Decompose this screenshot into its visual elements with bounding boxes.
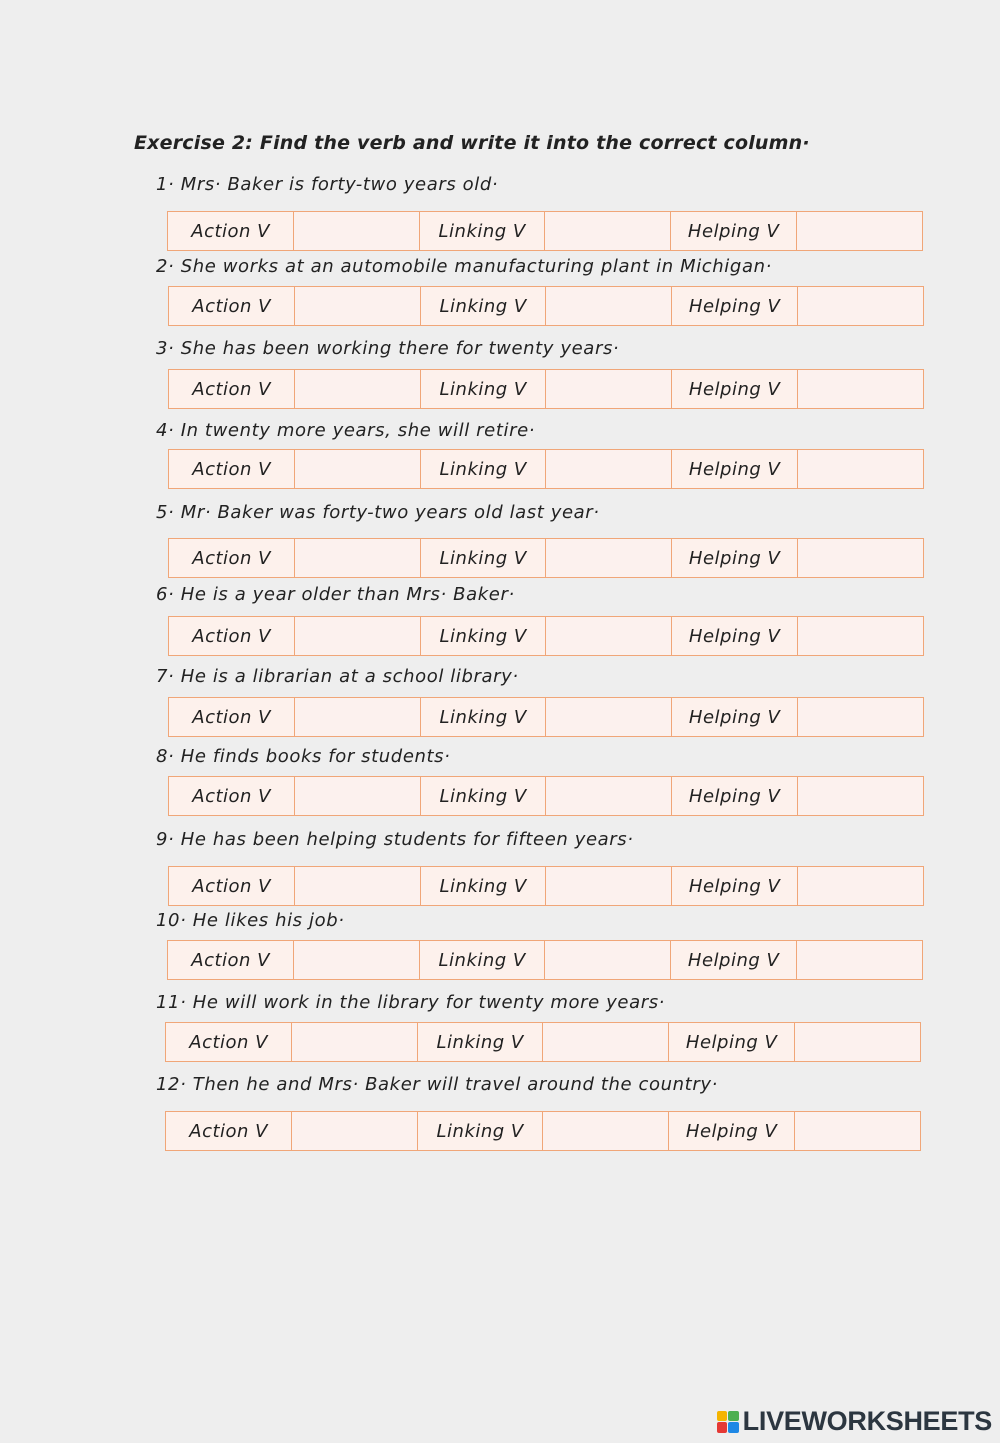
linking-verb-input-10[interactable] xyxy=(544,940,671,980)
answer-row-2 xyxy=(168,286,924,326)
sentence-10: 10· He likes his job· xyxy=(156,910,345,931)
sentence-9: 9· He has been helping students for fifteen years· xyxy=(156,829,634,850)
logo-square-blue xyxy=(728,1422,739,1433)
action-verb-label: Action V xyxy=(168,776,295,816)
linking-verb-label: Linking V xyxy=(420,449,547,489)
action-verb-label: Action V xyxy=(167,940,294,980)
action-verb-label: Action V xyxy=(165,1022,292,1062)
sentence-6: 6· He is a year older than Mrs· Baker· xyxy=(156,584,515,605)
answer-row-7 xyxy=(168,697,924,737)
action-verb-label: Action V xyxy=(168,369,295,409)
liveworksheets-logo xyxy=(717,1406,992,1437)
logo-square-yellow xyxy=(717,1411,728,1422)
action-verb-input-2[interactable] xyxy=(294,286,421,326)
linking-verb-label: Linking V xyxy=(420,616,547,656)
helping-verb-label: Helping V xyxy=(671,369,798,409)
sentence-2: 2· She works at an automobile manufacturing plant in Michigan· xyxy=(156,256,772,277)
answer-row-5 xyxy=(168,538,924,578)
action-verb-label: Action V xyxy=(168,616,295,656)
helping-verb-input-1[interactable] xyxy=(796,211,923,251)
linking-verb-label: Linking V xyxy=(419,940,546,980)
answer-row-4 xyxy=(168,449,924,489)
linking-verb-label: Linking V xyxy=(417,1022,544,1062)
action-verb-label: Action V xyxy=(165,1111,292,1151)
sentence-1: 1· Mrs· Baker is forty-two years old· xyxy=(156,174,499,195)
sentence-7: 7· He is a librarian at a school library· xyxy=(156,666,519,687)
action-verb-input-9[interactable] xyxy=(294,866,421,906)
helping-verb-label: Helping V xyxy=(671,449,798,489)
helping-verb-label: Helping V xyxy=(671,538,798,578)
liveworksheets-logo-icon xyxy=(717,1411,739,1433)
answer-row-3 xyxy=(168,369,924,409)
helping-verb-input-11[interactable] xyxy=(794,1022,921,1062)
linking-verb-label: Linking V xyxy=(419,211,546,251)
helping-verb-label: Helping V xyxy=(668,1022,795,1062)
linking-verb-label: Linking V xyxy=(417,1111,544,1151)
helping-verb-label: Helping V xyxy=(668,1111,795,1151)
action-verb-label: Action V xyxy=(168,697,295,737)
helping-verb-input-4[interactable] xyxy=(797,449,924,489)
helping-verb-input-3[interactable] xyxy=(797,369,924,409)
sentence-11: 11· He will work in the library for twenty more years· xyxy=(156,992,665,1013)
linking-verb-input-7[interactable] xyxy=(545,697,672,737)
action-verb-input-4[interactable] xyxy=(294,449,421,489)
action-verb-input-11[interactable] xyxy=(291,1022,418,1062)
sentence-4: 4· In twenty more years, she will retire· xyxy=(156,420,536,441)
helping-verb-label: Helping V xyxy=(671,286,798,326)
action-verb-input-7[interactable] xyxy=(294,697,421,737)
answer-row-8 xyxy=(168,776,924,816)
linking-verb-label: Linking V xyxy=(420,286,547,326)
exercise-title: Exercise 2: Find the verb and write it into the correct column· xyxy=(134,132,810,154)
helping-verb-input-6[interactable] xyxy=(797,616,924,656)
helping-verb-label: Helping V xyxy=(671,776,798,816)
linking-verb-input-8[interactable] xyxy=(545,776,672,816)
sentence-12: 12· Then he and Mrs· Baker will travel around the country· xyxy=(156,1074,718,1095)
linking-verb-label: Linking V xyxy=(420,776,547,816)
action-verb-input-10[interactable] xyxy=(293,940,420,980)
helping-verb-label: Helping V xyxy=(671,616,798,656)
helping-verb-input-8[interactable] xyxy=(797,776,924,816)
action-verb-input-12[interactable] xyxy=(291,1111,418,1151)
linking-verb-input-11[interactable] xyxy=(542,1022,669,1062)
linking-verb-input-6[interactable] xyxy=(545,616,672,656)
sentence-5: 5· Mr· Baker was forty-two years old last year· xyxy=(156,502,600,523)
linking-verb-input-3[interactable] xyxy=(545,369,672,409)
action-verb-label: Action V xyxy=(168,866,295,906)
helping-verb-input-7[interactable] xyxy=(797,697,924,737)
answer-row-1 xyxy=(167,211,923,251)
linking-verb-input-12[interactable] xyxy=(542,1111,669,1151)
helping-verb-input-9[interactable] xyxy=(797,866,924,906)
logo-square-red xyxy=(717,1422,728,1433)
helping-verb-label: Helping V xyxy=(670,940,797,980)
answer-row-9 xyxy=(168,866,924,906)
action-verb-label: Action V xyxy=(168,286,295,326)
action-verb-input-1[interactable] xyxy=(293,211,420,251)
action-verb-label: Action V xyxy=(167,211,294,251)
sentence-3: 3· She has been working there for twenty years· xyxy=(156,338,620,359)
linking-verb-label: Linking V xyxy=(420,538,547,578)
linking-verb-label: Linking V xyxy=(420,866,547,906)
helping-verb-label: Helping V xyxy=(670,211,797,251)
action-verb-input-8[interactable] xyxy=(294,776,421,816)
helping-verb-label: Helping V xyxy=(671,866,798,906)
answer-row-11 xyxy=(165,1022,921,1062)
linking-verb-label: Linking V xyxy=(420,697,547,737)
linking-verb-input-5[interactable] xyxy=(545,538,672,578)
helping-verb-input-5[interactable] xyxy=(797,538,924,578)
logo-square-green xyxy=(728,1411,739,1422)
action-verb-label: Action V xyxy=(168,449,295,489)
helping-verb-input-12[interactable] xyxy=(794,1111,921,1151)
linking-verb-input-4[interactable] xyxy=(545,449,672,489)
answer-row-12 xyxy=(165,1111,921,1151)
helping-verb-label: Helping V xyxy=(671,697,798,737)
brand-name: LIVEWORKSHEETS xyxy=(742,1406,992,1436)
action-verb-input-3[interactable] xyxy=(294,369,421,409)
helping-verb-input-10[interactable] xyxy=(796,940,923,980)
action-verb-label: Action V xyxy=(168,538,295,578)
answer-row-6 xyxy=(168,616,924,656)
action-verb-input-6[interactable] xyxy=(294,616,421,656)
answer-row-10 xyxy=(167,940,923,980)
linking-verb-label: Linking V xyxy=(420,369,547,409)
linking-verb-input-1[interactable] xyxy=(544,211,671,251)
linking-verb-input-2[interactable] xyxy=(545,286,672,326)
helping-verb-input-2[interactable] xyxy=(797,286,924,326)
linking-verb-input-9[interactable] xyxy=(545,866,672,906)
sentence-8: 8· He finds books for students· xyxy=(156,746,451,767)
action-verb-input-5[interactable] xyxy=(294,538,421,578)
